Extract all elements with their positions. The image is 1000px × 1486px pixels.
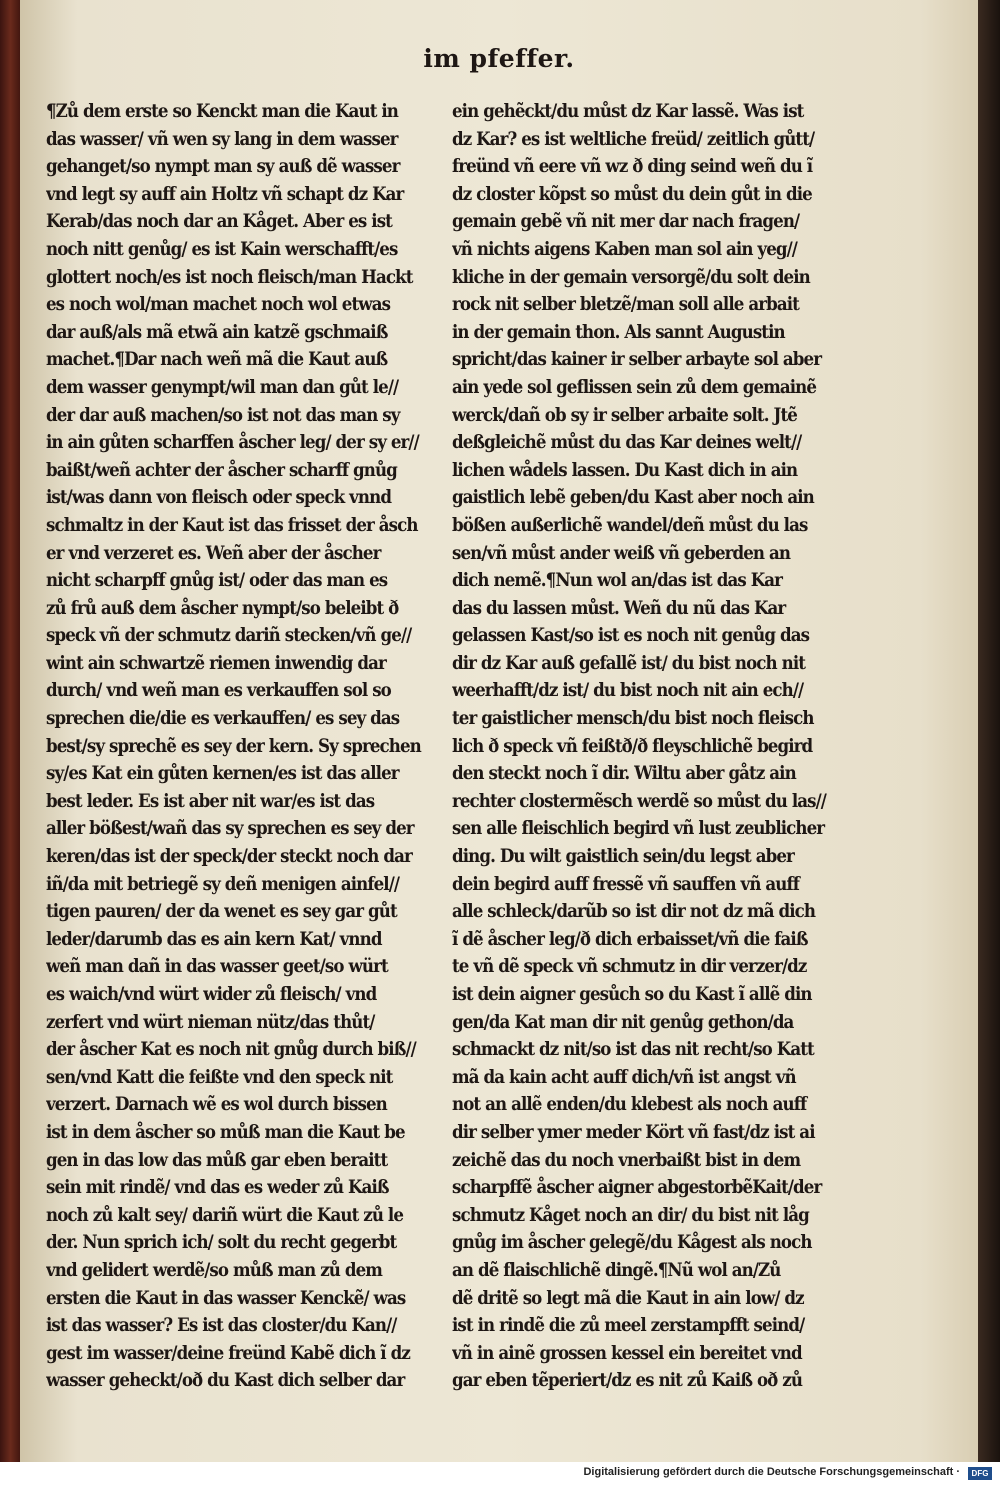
text-line: noch nitt genůg/ es ist Kain werschafft/es — [46, 238, 398, 260]
text-line: best/sy sprechẽ es sey der kern. Sy sprechen — [46, 735, 421, 757]
text-line: vnd gelidert werdẽ/so můß man zů dem — [46, 1259, 383, 1281]
text-line: dich nemẽ.¶Nun wol an/das ist das Kar — [452, 570, 783, 592]
text-line: gest im wasser/deine freünd Kabẽ dich ĩ dz — [46, 1342, 410, 1364]
text-line: ter gaistlicher mensch/du bist noch fleisch — [452, 708, 814, 730]
left-text-column — [46, 98, 464, 1395]
text-line: weerhafft/dz ist/ du bist noch nit ain ech// — [452, 680, 804, 702]
text-line: best leder. Es ist aber nit war/es ist das — [46, 790, 375, 812]
text-line: zů frů auß dem åscher nympt/so beleibt ð — [46, 597, 399, 619]
text-line: speck vñ der schmutz dariñ stecken/vñ ge// — [46, 625, 412, 647]
text-line: dz closter kõpst so můst du dein gůt in die — [452, 183, 812, 205]
text-line: gen in das low das můß gar eben beraitt — [46, 1149, 388, 1171]
text-line: durch/ vnd weñ man es verkauffen sol so — [46, 680, 391, 702]
right-text-column — [452, 98, 872, 1395]
text-line: wasser geheckt/oð du Kast dich selber dar — [46, 1370, 405, 1392]
text-line: sein mit rindẽ/ vnd das es weder zů Kaiß — [46, 1177, 389, 1199]
text-line: spricht/das kainer ir selber arbayte sol aber — [452, 349, 822, 371]
text-line: sprechen die/die es verkauffen/ es sey das — [46, 708, 400, 730]
text-line: Kerab/das noch dar an Kåget. Aber es ist — [46, 211, 392, 233]
text-line: sen/vnd Katt die feißte vnd den speck nit — [46, 1066, 393, 1088]
text-line: gaistlich lebẽ geben/du Kast aber noch ain — [452, 487, 814, 509]
text-line: lichen wådels lassen. Du Kast dich in ain — [452, 459, 798, 481]
text-line: der åscher Kat es noch nit gnůg durch biß// — [46, 1039, 416, 1061]
text-line: sen alle fleischlich begird vñ lust zeublicher — [452, 818, 825, 840]
text-line: keren/das ist der speck/der steckt noch dar — [46, 846, 412, 868]
text-line: es waich/vnd würt wider zů fleisch/ vnd — [46, 984, 377, 1005]
dfg-logo-icon: DFG — [968, 1467, 992, 1480]
text-line: es noch wol/man machet noch wol etwas — [46, 294, 391, 316]
text-line: gen/da Kat man dir nit genůg gethon/da — [452, 1011, 794, 1033]
text-line: mã da kain acht auff dich/vñ ist angst vñ — [452, 1066, 796, 1088]
text-line: gnůg im åscher gelegẽ/du Kågest als noch — [452, 1232, 812, 1254]
text-line: sen/vñ můst ander weiß vñ geberden an — [452, 542, 791, 564]
text-line: gemain gebẽ vñ nit mer dar nach fragen/ — [452, 211, 800, 233]
text-line: dẽ dritẽ so legt mã die Kaut in ain low/ dz — [452, 1287, 804, 1309]
text-line: ist das wasser? Es ist das closter/du Kan// — [46, 1315, 397, 1337]
text-line: rock nit selber bletzẽ/man soll alle arbait — [452, 294, 799, 316]
text-line: an dẽ flaischlichẽ dingẽ.¶Nũ wol an/Zů — [452, 1259, 781, 1281]
text-line: das du lassen můst. Weñ du nũ das Kar — [452, 597, 786, 619]
text-line: ein gehẽckt/du můst dz Kar lassẽ. Was ist — [452, 101, 804, 122]
text-line: schmutz Kåget noch an dir/ du bist nit låg — [452, 1204, 809, 1226]
text-line: ĩ dẽ åscher leg/ð dich erbaisset/vñ die faiß — [452, 928, 808, 950]
text-line: ist in rindẽ die zů meel zerstampfft seind/ — [452, 1315, 805, 1337]
funding-credit: Digitalisierung gefördert durch die Deutsche Forschungsgemeinschaft · — [583, 1466, 960, 1478]
text-line: te vñ dẽ speck vñ schmutz in dir verzer/dz — [452, 956, 807, 978]
text-line: aller bößest/wañ das sy sprechen es sey der — [46, 818, 414, 840]
text-line: lich ð speck vñ feißtð/ð fleyschlichẽ begird — [452, 735, 813, 757]
text-line: rechter clostermẽsch werdẽ so můst du las// — [452, 790, 826, 812]
text-line: ersten die Kaut in das wasser Kenckẽ/ was — [46, 1287, 406, 1309]
text-line: ding. Du wilt gaistlich sein/du legst aber — [452, 846, 794, 868]
text-line: vñ in ainẽ grossen kessel ein bereitet vnd — [452, 1342, 802, 1364]
text-line: dem wasser genympt/wil man dan gůt le// — [46, 376, 399, 398]
text-line: ist in dem åscher so můß man die Kaut be — [46, 1121, 405, 1143]
text-line: nicht scharpff gnůg ist/ oder das man es — [46, 570, 388, 592]
text-line: in ain gůten scharffen åscher leg/ der sy er// — [46, 432, 419, 454]
text-line: dein begird auff fressẽ vñ sauffen vñ auff — [452, 873, 800, 895]
text-line: das wasser/ vñ wen sy lang in dem wasser — [46, 128, 398, 150]
text-line: er vnd verzeret es. Weñ aber der åscher — [46, 542, 381, 564]
text-line: sy/es Kat ein gůten kernen/es ist das aller — [46, 763, 399, 785]
text-line: alle schleck/darũb so ist dir not dz mã dich — [452, 901, 816, 923]
text-line: zeichẽ das du noch vnerbaißt bist in dem — [452, 1149, 801, 1171]
page-edge-shadow — [978, 0, 1000, 1462]
text-line: iñ/da mit betriegẽ sy deñ menigen ainfel// — [46, 873, 400, 895]
text-line: not an allẽ enden/du klebest als noch auff — [452, 1094, 807, 1116]
running-head: im pfeffer. — [423, 44, 575, 73]
text-line: werck/dañ ob sy ir selber arbaite solt. Jtẽ — [452, 404, 797, 426]
text-line: kliche in der gemain versorgẽ/du solt dein — [452, 266, 810, 288]
text-line: gar eben tẽperiert/dz es nit zů Kaiß oð zů — [452, 1370, 803, 1392]
text-line: zerfert vnd würt nieman nütz/das thůt/ — [46, 1011, 375, 1033]
text-line: dar auß/als mã etwã ain katzẽ gschmaiß — [46, 321, 388, 343]
text-line: noch zů kalt sey/ dariñ würt die Kaut zů le — [46, 1204, 404, 1226]
text-line: in der gemain thon. Als sannt Augustin — [452, 321, 785, 343]
footer-bar — [0, 1462, 1000, 1486]
text-line: verzert. Darnach wẽ es wol durch bissen — [46, 1094, 387, 1116]
text-line: freünd vñ eere vñ wz ð ding seind weñ du ĩ — [452, 156, 813, 178]
text-line: vnd legt sy auff ain Holtz vñ schapt dz Kar — [46, 183, 404, 205]
text-line: dz Kar? es ist weltliche freüd/ zeitlich gůtt/ — [452, 128, 815, 150]
text-line: schmackt dz nit/so ist das nit recht/so Katt — [452, 1039, 814, 1061]
text-line: tigen pauren/ der da wenet es sey gar gůt — [46, 901, 397, 923]
text-line: wint ain schwartzẽ riemen inwendig dar — [46, 652, 386, 674]
text-line: ist/was dann von fleisch oder speck vnnd — [46, 487, 392, 509]
text-line: gelassen Kast/so ist es noch nit genůg das — [452, 625, 810, 647]
text-line: schmaltz in der Kaut ist das frisset der åsch — [46, 514, 418, 536]
text-line: ist dein aigner gesůch so du Kast ĩ allẽ din — [452, 984, 812, 1005]
text-line: dir selber ymer meder Kört vñ fast/dz ist ai — [452, 1121, 815, 1143]
paper-page — [20, 0, 979, 1462]
text-line: gehanget/so nympt man sy auß dẽ wasser — [46, 156, 400, 178]
text-line: ain yede sol geflissen sein zů dem gemainẽ — [452, 376, 817, 398]
text-line: ¶Zů dem erste so Kenckt man die Kaut in — [46, 101, 399, 122]
text-line: leder/darumb das es ain kern Kat/ vnnd — [46, 928, 382, 950]
text-line: deßgleichẽ můst du das Kar deines welt// — [452, 432, 802, 454]
text-line: vñ nichts aigens Kaben man sol ain yeg// — [452, 238, 797, 260]
text-line: bößen außerlichẽ wandel/deñ můst du las — [452, 514, 808, 536]
text-line: der. Nun sprich ich/ solt du recht gegerbt — [46, 1232, 397, 1254]
text-line: machet.¶Dar nach weñ mã die Kaut auß — [46, 349, 388, 371]
text-line: den steckt noch ĩ dir. Wiltu aber gåtz ain — [452, 763, 796, 785]
text-line: baißt/weñ achter der åscher scharff gnůg — [46, 459, 397, 481]
text-line: dir dz Kar auß gefallẽ ist/ du bist noch nit — [452, 652, 806, 674]
text-line: glottert noch/es ist noch fleisch/man Hackt — [46, 266, 413, 288]
text-line: weñ man dañ in das wasser geet/so würt — [46, 956, 388, 978]
text-line: scharpffẽ åscher aigner abgestorbẽKait/der — [452, 1177, 822, 1199]
text-line: der dar auß machen/so ist not das man sy — [46, 404, 400, 426]
